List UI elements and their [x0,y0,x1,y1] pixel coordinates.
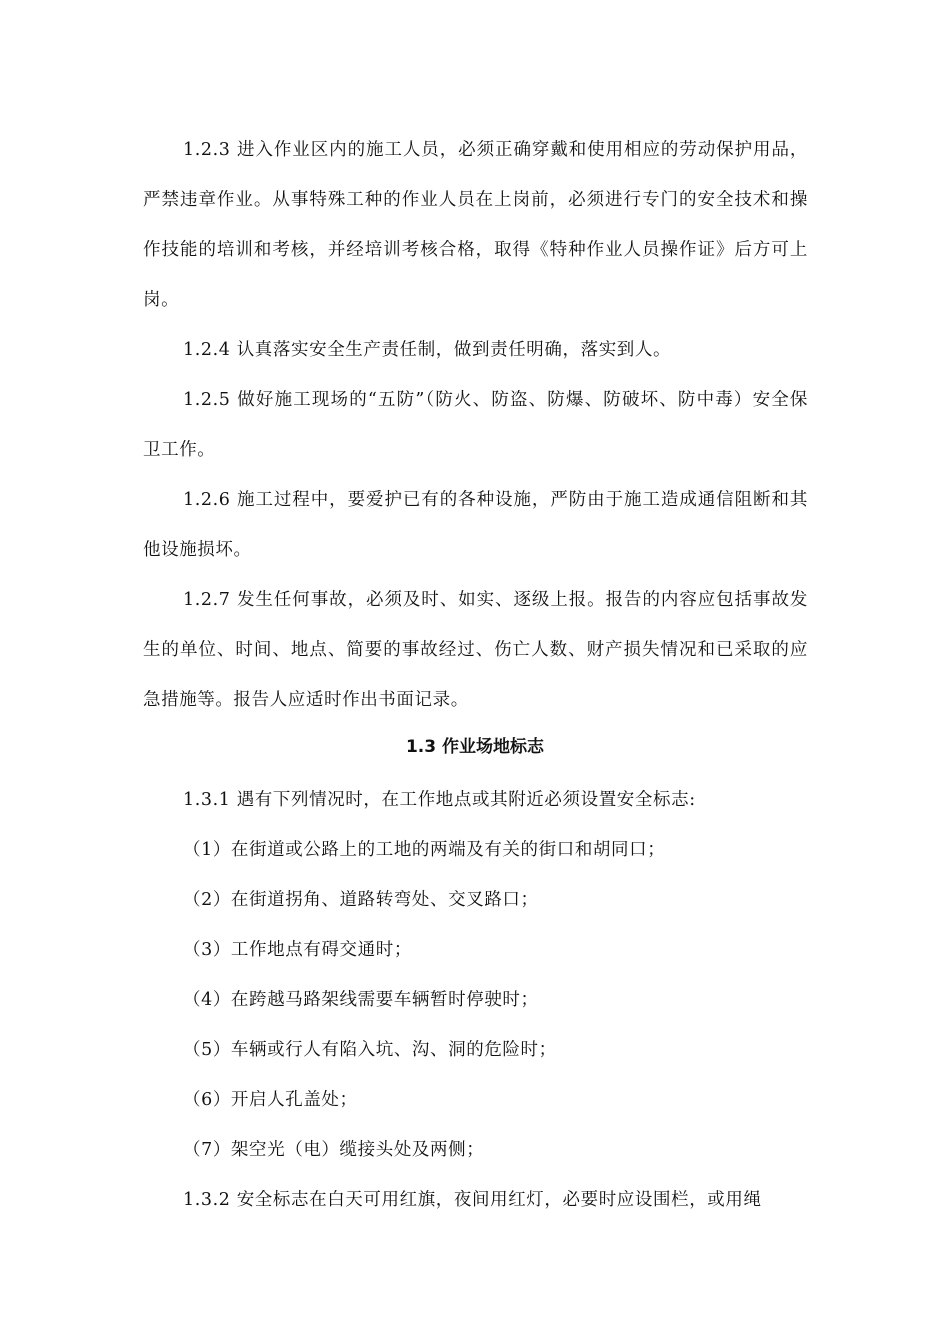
paragraph-1-2-3: 1.2.3 进入作业区内的施工人员，必须正确穿戴和使用相应的劳动保护用品，严禁违章作业。从事特殊工种的作业人员在上岗前，必须进行专门的安全技术和操作技能的培训和考核，并经培训考核合格，取得《特种作业人员操作证》后方可上岗。 [143,140,808,310]
paragraph-1-2-6: 1.2.6 施工过程中，要爱护已有的各种设施，严防由于施工造成通信阻断和其他设施损坏。 [143,490,808,560]
paragraph-1-2-4: 1.2.4 认真落实安全生产责任制，做到责任明确，落实到人。 [183,340,672,360]
list-item: （6）开启人孔盖处； [183,1090,358,1110]
list-item: （5）车辆或行人有陷入坑、沟、洞的危险时； [183,1040,557,1060]
paragraph-1-3-1: 1.3.1 遇有下列情况时，在工作地点或其附近必须设置安全标志: [183,790,696,810]
list-item: （2）在街道拐角、道路转弯处、交叉路口； [183,890,539,910]
list-item: （4）在跨越马路架线需要车辆暂时停驶时； [183,990,539,1010]
paragraph-1-2-7: 1.2.7 发生任何事故，必须及时、如实、逐级上报。报告的内容应包括事故发生的单位、时间、地点、简要的事故经过、伤亡人数、财产损失情况和已采取的应急措施等。报告人应适时作出书面记录。 [143,590,808,710]
paragraph-1-3-2: 1.3.2 安全标志在白天可用红旗，夜间用红灯，必要时应设围栏，或用绳 [183,1190,762,1210]
list-item: （3）工作地点有碍交通时； [183,940,412,960]
list-item: （1）在街道或公路上的工地的两端及有关的街口和胡同口； [183,840,666,860]
paragraph-1-2-5: 1.2.5 做好施工现场的“五防”（防火、防盗、防爆、防破坏、防中毒）安全保卫工作。 [143,390,808,460]
list-item: （7）架空光（电）缆接头处及两侧； [183,1140,485,1160]
section-heading: 1.3 作业场地标志 [405,737,545,757]
